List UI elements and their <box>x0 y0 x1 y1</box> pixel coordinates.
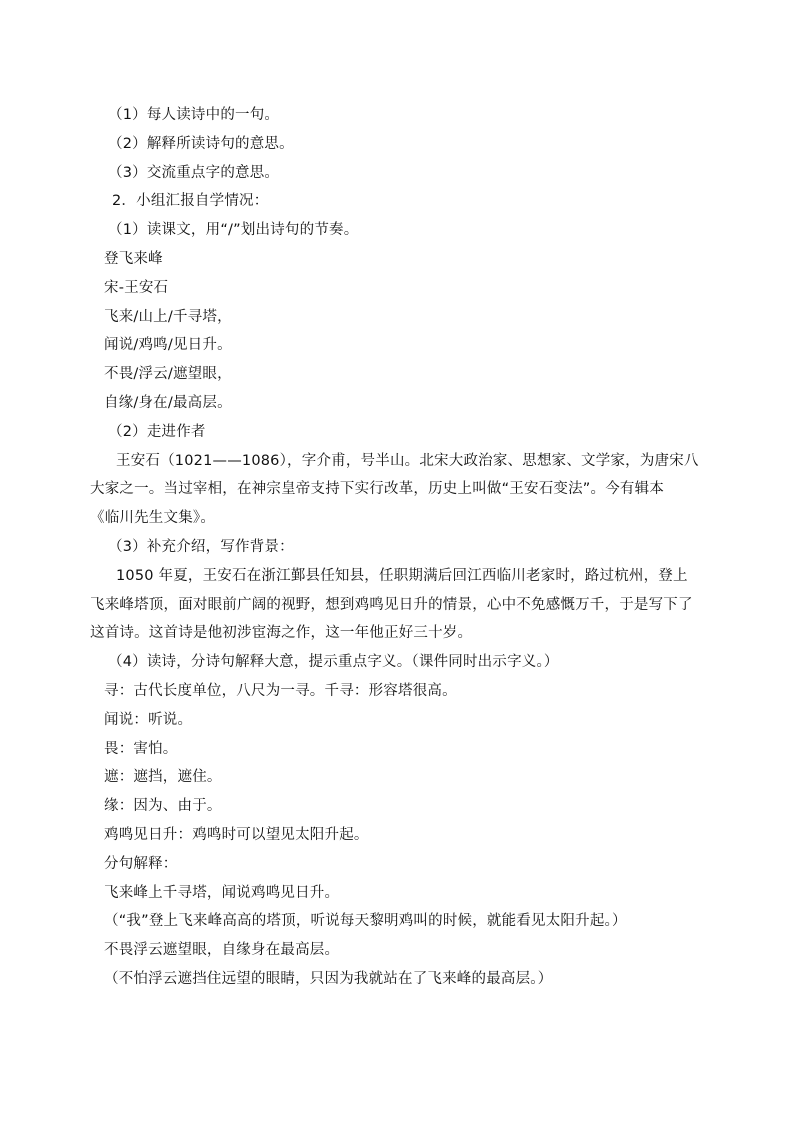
poem-line-4: 自缘/身在/最高层。 <box>104 394 232 411</box>
author-bio-line-3: 《临川先生文集》。 <box>90 510 216 527</box>
step-2-line: （2）解释所读诗句的意思。 <box>108 135 294 152</box>
step-3-line: （3）交流重点字的意思。 <box>108 164 280 181</box>
step-1-line: （1）每人读诗中的一句。 <box>108 107 280 123</box>
couplet-1: 飞来峰上千寻塔，闻说鸡鸣见日升。 <box>104 884 340 901</box>
background-line-2: 飞来峰塔顶，面对眼前广阔的视野，想到鸡鸣见日升的情景，心中不免感慨万千，于是写下了 <box>90 596 693 613</box>
poem-title: 登飞来峰 <box>104 250 163 267</box>
author-bio-line-2: 大家之一。当过宰相，在神宗皇帝支持下实行改革，历史上叫做“王安石变法”。今有辑本 <box>90 481 665 498</box>
reading-section-heading: （4）读诗，分诗句解释大意，提示重点字义。（课件同时出示字义。） <box>108 654 559 671</box>
document-body <box>90 101 744 994</box>
gloss-xun: 寻：古代长度单位，八尺为一寻。千寻：形容塔很高。 <box>104 682 457 699</box>
line-explanation-heading: 分句解释： <box>104 855 178 872</box>
task-rhythm-line: （1）读课文，用“/”划出诗句的节奏。 <box>108 222 359 239</box>
poem-line-1: 飞来/山上/千寻塔， <box>104 308 232 325</box>
background-line-3: 这首诗。这首诗是他初涉宦海之作，这一年他正好三十岁。 <box>90 625 473 642</box>
gloss-wei: 畏：害怕。 <box>104 740 178 757</box>
background-section-heading: （3）补充介绍，写作背景： <box>108 538 294 555</box>
author-section-heading: （2）走进作者 <box>108 423 206 440</box>
background-line-1: 1050 年夏，王安石在浙江鄞县任知县，任职期满后回江西临川老家时，路过杭州，登上 <box>116 567 688 584</box>
poem-line-3: 不畏/浮云/遮望眼， <box>104 366 232 383</box>
couplet-2-translation: （不怕浮云遮挡住远望的眼睛，只因为我就站在了飞来峰的最高层。） <box>104 970 553 987</box>
gloss-jimingjianrisheng: 鸡鸣见日升：鸡鸣时可以望见太阳升起。 <box>104 826 369 843</box>
couplet-1-translation: （“我”登上飞来峰高高的塔顶，听说每天黎明鸡叫的时候，就能看见太阳升起。） <box>104 913 627 930</box>
gloss-yuan: 缘：因为、由于。 <box>104 798 222 815</box>
gloss-wenshuo: 闻说：听说。 <box>104 711 193 728</box>
poem-line-2: 闻说/鸡鸣/见日升。 <box>104 337 232 354</box>
section-2-heading: 2．小组汇报自学情况： <box>112 193 269 210</box>
couplet-2: 不畏浮云遮望眼，自缘身在最高层。 <box>104 942 340 959</box>
poem-author: 宋-王安石 <box>104 279 169 296</box>
gloss-zhe: 遮：遮挡，遮住。 <box>104 769 222 786</box>
author-bio-line-1: 王安石（1021——1086），字介甫，号半山。北宋大政治家、思想家、文学家，为唐宋八 <box>116 452 699 469</box>
